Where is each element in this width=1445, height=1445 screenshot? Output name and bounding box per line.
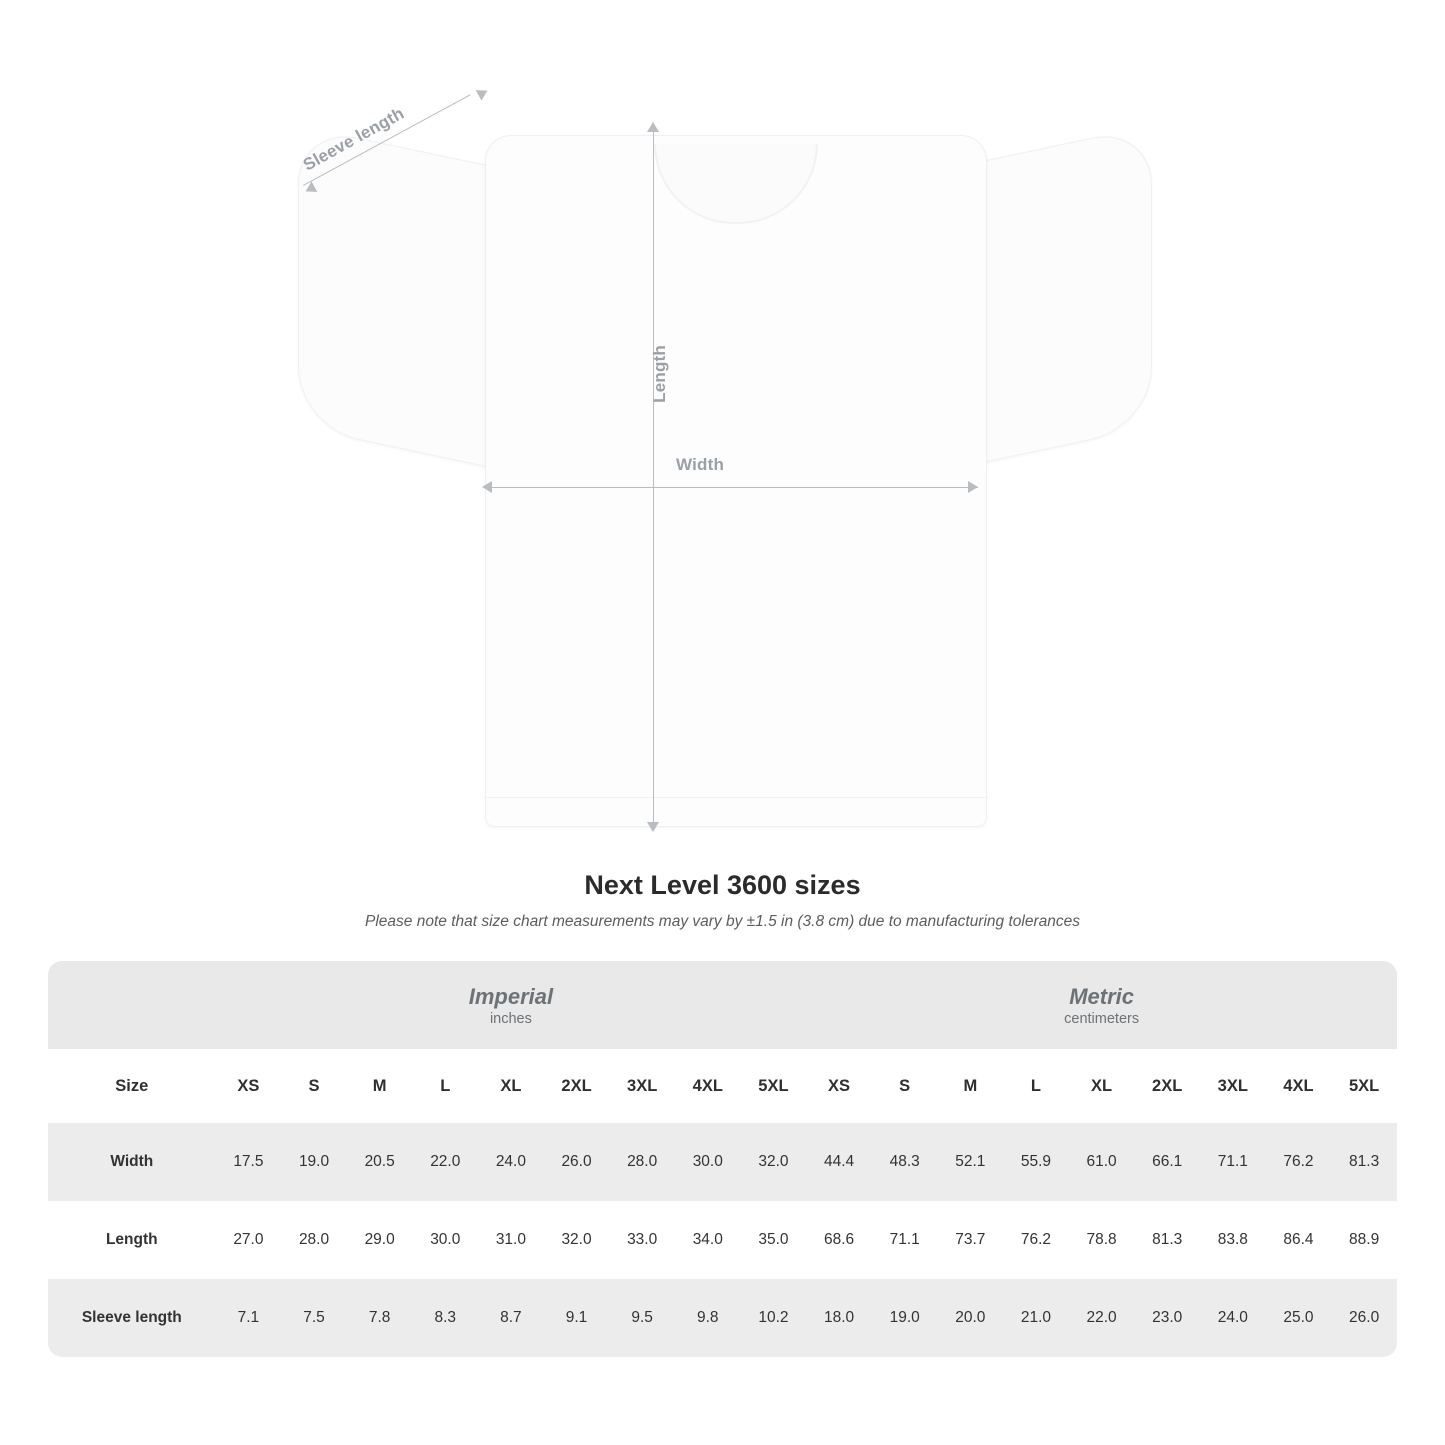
- unit-header-imperial: [216, 961, 807, 1049]
- width-guide-line: [490, 487, 978, 488]
- tshirt-collar: [654, 144, 818, 224]
- measurement-cell: 22.0: [1069, 1279, 1135, 1357]
- measurement-cell: 21.0: [1003, 1279, 1069, 1357]
- table-row: [48, 1201, 1397, 1279]
- size-header-cell: XL: [1069, 1049, 1135, 1123]
- measurement-cell: 7.1: [216, 1279, 282, 1357]
- measurement-cell: 7.8: [347, 1279, 413, 1357]
- measurement-cell: 32.0: [544, 1201, 610, 1279]
- tshirt-left-sleeve: [298, 125, 515, 473]
- sleeve-length-label: Sleeve length: [300, 103, 408, 175]
- size-table-wrapper: [48, 961, 1397, 1357]
- measurement-cell: 81.3: [1134, 1201, 1200, 1279]
- unit-name: Metric: [1069, 984, 1135, 1010]
- measurement-cell: 29.0: [347, 1201, 413, 1279]
- size-header-cell: 5XL: [741, 1049, 807, 1123]
- size-header-cell: XS: [216, 1049, 282, 1123]
- measurement-cell: 7.5: [281, 1279, 347, 1357]
- size-header-cell: L: [412, 1049, 478, 1123]
- measurement-cell: 9.1: [544, 1279, 610, 1357]
- size-header-cell: 4XL: [1266, 1049, 1332, 1123]
- size-header-cell: 2XL: [544, 1049, 610, 1123]
- tolerance-note: Please note that size chart measurements may vary by ±1.5 in (3.8 cm) due to manufacturing tolerances: [365, 913, 1080, 930]
- measurement-cell: 48.3: [872, 1123, 938, 1201]
- tshirt-body: [485, 135, 987, 827]
- measurement-cell: 76.2: [1003, 1201, 1069, 1279]
- measurement-cell: 66.1: [1134, 1123, 1200, 1201]
- measurement-cell: 8.7: [478, 1279, 544, 1357]
- length-guide-line: [653, 130, 654, 830]
- measurement-cell: 81.3: [1331, 1123, 1397, 1201]
- width-arrow-right-icon: [968, 481, 978, 493]
- measurement-cell: 28.0: [609, 1123, 675, 1201]
- measurement-cell: 18.0: [806, 1279, 872, 1357]
- page-title: Next Level 3600 sizes: [584, 870, 861, 900]
- size-header-cell: XS: [806, 1049, 872, 1123]
- measurement-cell: 8.3: [412, 1279, 478, 1357]
- measurement-cell: 31.0: [478, 1201, 544, 1279]
- tshirt-graphic: [290, 120, 1160, 820]
- measurement-cell: 19.0: [281, 1123, 347, 1201]
- table-row: [48, 1279, 1397, 1357]
- measurement-cell: 86.4: [1266, 1201, 1332, 1279]
- length-label: Length: [650, 345, 669, 403]
- size-header-cell: 2XL: [1134, 1049, 1200, 1123]
- title-block: [0, 870, 1445, 931]
- size-header-cell: 3XL: [1200, 1049, 1266, 1123]
- measurement-cell: 83.8: [1200, 1201, 1266, 1279]
- measurement-cell: 35.0: [741, 1201, 807, 1279]
- unit-name: Imperial: [468, 984, 554, 1010]
- measurement-cell: 20.0: [938, 1279, 1004, 1357]
- measurement-cell: 34.0: [675, 1201, 741, 1279]
- row-label-length: Length: [48, 1201, 216, 1279]
- size-header-cell: XL: [478, 1049, 544, 1123]
- measurement-cell: 19.0: [872, 1279, 938, 1357]
- size-header-cell: 4XL: [675, 1049, 741, 1123]
- measurement-cell: 26.0: [1331, 1279, 1397, 1357]
- measurement-cell: 23.0: [1134, 1279, 1200, 1357]
- measurement-cell: 76.2: [1266, 1123, 1332, 1201]
- measurement-cell: 61.0: [1069, 1123, 1135, 1201]
- measurement-cell: 30.0: [412, 1201, 478, 1279]
- sleeve-arrow-top-icon: [476, 85, 491, 100]
- measurement-cell: 71.1: [872, 1201, 938, 1279]
- tshirt-hem: [486, 797, 986, 798]
- measurement-cell: 9.5: [609, 1279, 675, 1357]
- size-header-cell: S: [872, 1049, 938, 1123]
- measurement-cell: 24.0: [478, 1123, 544, 1201]
- measurement-cell: 68.6: [806, 1201, 872, 1279]
- width-label: Width: [676, 455, 725, 474]
- table-row: [48, 1123, 1397, 1201]
- table-corner-cell: [48, 961, 216, 1049]
- size-header-cell: 3XL: [609, 1049, 675, 1123]
- measurement-cell: 78.8: [1069, 1201, 1135, 1279]
- unit-subtitle: inches: [489, 1010, 532, 1027]
- width-arrow-left-icon: [482, 481, 492, 493]
- size-header-cell: M: [938, 1049, 1004, 1123]
- measurement-cell: 22.0: [412, 1123, 478, 1201]
- size-header-cell: S: [281, 1049, 347, 1123]
- length-arrow-bottom-icon: [647, 822, 659, 832]
- measurement-cell: 10.2: [741, 1279, 807, 1357]
- measurement-cell: 24.0: [1200, 1279, 1266, 1357]
- measurement-cell: 52.1: [938, 1123, 1004, 1201]
- measurement-cell: 44.4: [806, 1123, 872, 1201]
- measurement-cell: 9.8: [675, 1279, 741, 1357]
- measurement-cell: 27.0: [216, 1201, 282, 1279]
- table-unit-header-row: [48, 961, 1397, 1049]
- length-arrow-top-icon: [647, 122, 659, 132]
- measurement-cell: 33.0: [609, 1201, 675, 1279]
- measurement-cell: 88.9: [1331, 1201, 1397, 1279]
- size-header-cell: L: [1003, 1049, 1069, 1123]
- measurement-cell: 25.0: [1266, 1279, 1332, 1357]
- measurement-cell: 26.0: [544, 1123, 610, 1201]
- measurement-cell: 55.9: [1003, 1123, 1069, 1201]
- table-size-header-row: [48, 1049, 1397, 1123]
- row-label-sleeve-length: Sleeve length: [48, 1279, 216, 1357]
- measurement-cell: 30.0: [675, 1123, 741, 1201]
- measurement-cell: 17.5: [216, 1123, 282, 1201]
- measurement-cell: 32.0: [741, 1123, 807, 1201]
- row-label-width: Width: [48, 1123, 216, 1201]
- unit-subtitle: centimeters: [1064, 1010, 1140, 1027]
- size-header-cell: M: [347, 1049, 413, 1123]
- measurement-cell: 73.7: [938, 1201, 1004, 1279]
- size-header-cell: 5XL: [1331, 1049, 1397, 1123]
- measurement-cell: 28.0: [281, 1201, 347, 1279]
- measurement-cell: 71.1: [1200, 1123, 1266, 1201]
- size-table: [48, 961, 1397, 1357]
- row-label-size: Size: [48, 1049, 216, 1123]
- unit-header-metric: [806, 961, 1397, 1049]
- measurement-cell: 20.5: [347, 1123, 413, 1201]
